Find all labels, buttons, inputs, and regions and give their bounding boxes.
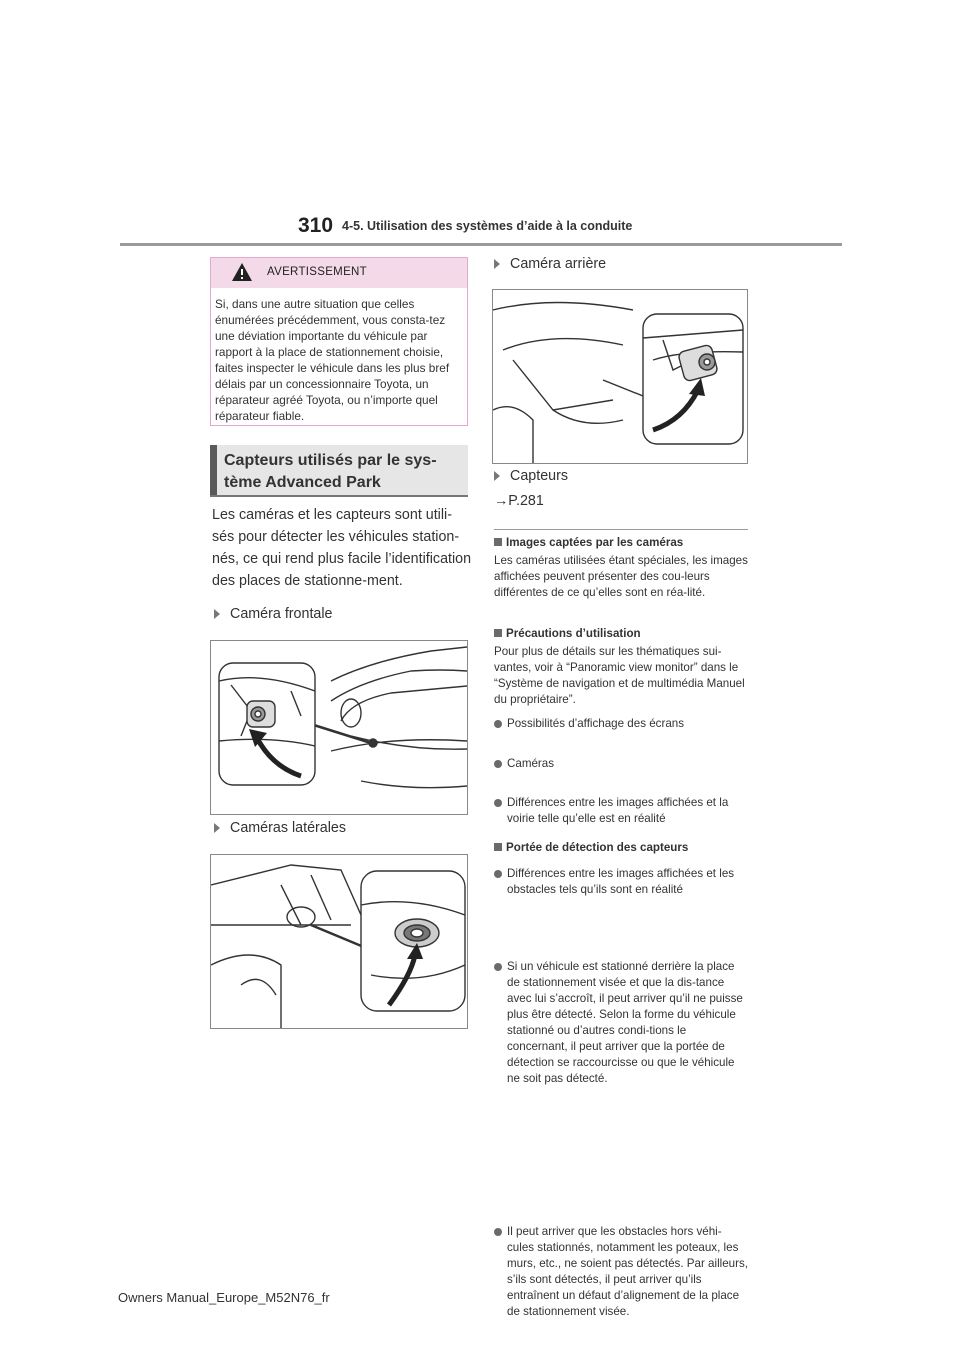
list-item: Caméras [494,756,748,772]
side-cameras-label: Caméras latérales [230,820,347,836]
bullet-icon [494,760,502,768]
rear-camera-illustration [493,290,747,463]
header-rule [120,243,842,246]
section-intro: Les caméras et les capteurs sont utili-sés pour détecter les véhicules station-nés, ce qui rend plus facile l’identification des places de stationne-ment. [212,507,472,589]
warning-box [210,257,468,426]
note-images-heading [494,536,683,549]
page-number: 310 [298,214,334,237]
square-bullet-icon [494,843,502,851]
bullet-icon [494,720,502,728]
notes-rule [494,529,748,530]
bullet-icon [494,799,502,807]
section-heading [210,445,468,497]
side-cameras-item [214,820,346,836]
sensors-item [494,468,568,484]
warning-header [211,258,467,288]
section-title: Capteurs utilisés par le sys-tème Advanced Park [224,452,437,491]
note-precautions-title: Précautions d’utilisation [506,627,641,640]
note-images-text: Les caméras utilisées étant spéciales, les images affichées peuvent présenter des cou-leurs différentes de ce qu’elles sont en réa-lité. [494,554,748,599]
note-images-title: Images captées par les caméras [506,536,684,549]
front-camera-illustration [211,641,467,814]
square-bullet-icon [494,629,502,637]
sensors-reference[interactable]: →P.281 [494,493,544,509]
note-precautions-text: Pour plus de détails sur les thématiques sui-vantes, voir à “Panoramic view monitor” dans le “Système de navigation et de multimédia Manuel du propriétaire”. [494,645,745,706]
arrow-icon [214,609,220,619]
rear-camera-item [494,256,606,272]
list-item: Possibilités d’affichage des écrans [494,716,748,732]
note-range-title: Portée de détection des capteurs [506,841,689,854]
note-range-heading [494,841,688,854]
section-bar [210,445,217,495]
bullet-icon [494,1228,502,1236]
list-item: Différences entre les images affichées et les obstacles tels qu’ils sont en réalité [494,866,748,898]
rear-camera-figure [492,289,748,464]
warning-icon [231,262,253,282]
arrow-icon [214,823,220,833]
sensors-label: Capteurs [510,468,569,484]
arrow-icon [494,259,500,269]
square-bullet-icon [494,538,502,546]
warning-title: AVERTISSEMENT [267,266,367,278]
list-item: Différences entre les images affichées et la voirie telle qu’elle est en réalité [494,795,748,827]
front-camera-label: Caméra frontale [230,606,333,622]
list-item: Il peut arriver que les obstacles hors véhi-cules stationnés, notamment les poteaux, les murs, etc., ne soient pas détectés. Par ailleurs, s’ils sont détectés, il peut arriver qu’ils entraînent un défaut d’alignement de la place de stationnement visée. [494,1224,748,1320]
note-precautions-heading [494,627,641,640]
footer-text: Owners Manual_Europe_M52N76_fr [118,1290,330,1305]
list-item: Si un véhicule est stationné derrière la place de stationnement visée et que la dis-tance avec lui s’accroît, il peut arriver qu’il ne puisse plus être détecté. Selon la forme du véhicule stationné ou d’autres condi-tions le concernant, il peut arriver que la portée de détection se raccourcisse ou que le véhicule ne soit pas détecté. [494,959,748,1087]
rear-camera-label: Caméra arrière [510,256,607,272]
side-cameras-illustration [211,855,467,1028]
front-camera-figure [210,640,468,815]
warning-text: Si, dans une autre situation que celles énumérées précédemment, vous consta-tez une déviation importante du véhicule par rapport à la place de stationnement choisie, faites inspecter le véhicule dans les plus bref délais par un concessionnaire Toyota, un réparateur agréé Toyota, ou n’importe quel réparateur fiable. [215,297,450,423]
front-camera-item [214,606,333,622]
arrow-icon [494,471,500,481]
side-cameras-figure [210,854,468,1029]
chapter-title: 4-5. Utilisation des systèmes d’aide à la conduite [342,219,633,233]
bullet-icon [494,870,502,878]
bullet-icon [494,963,502,971]
